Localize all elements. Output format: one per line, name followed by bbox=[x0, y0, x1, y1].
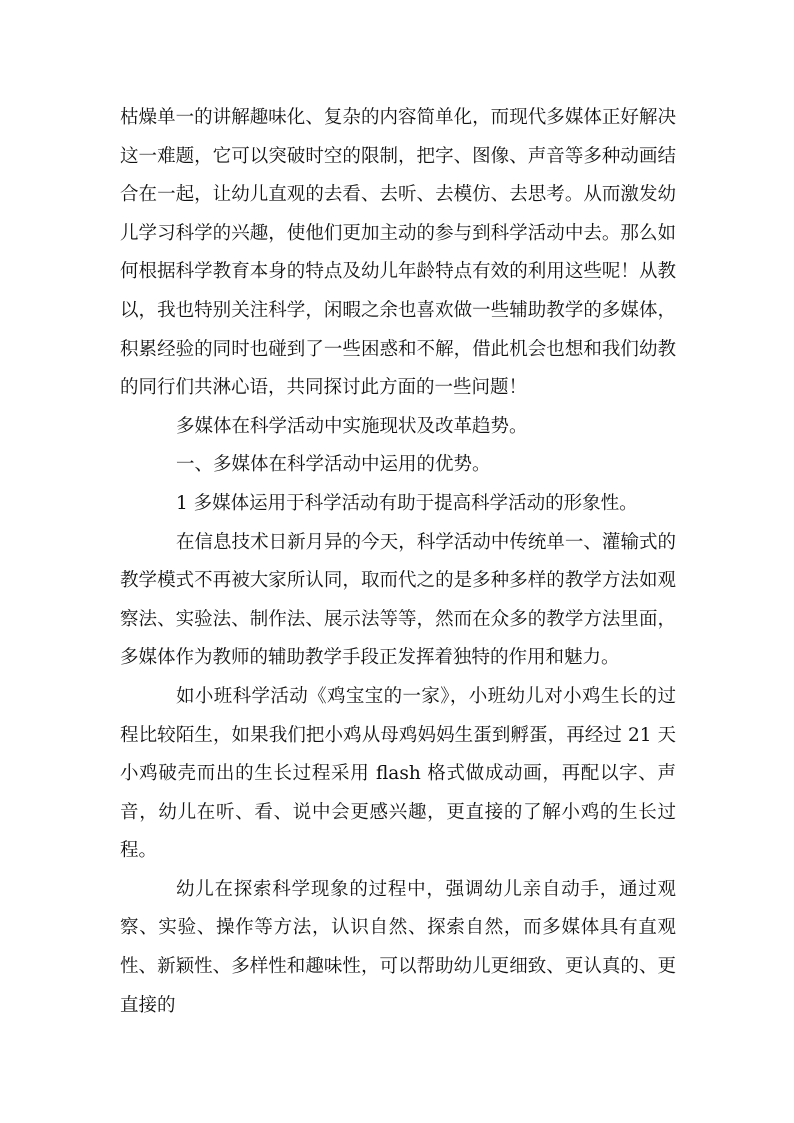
paragraph-section-heading: 一、多媒体在科学活动中运用的优势。 bbox=[176, 454, 491, 476]
paragraph-body: 幼儿在探索科学现象的过程中，强调幼儿亲自动手，通过观察、实验、操作等方法，认识自然、探索自然，而多媒体具有直观性、新颖性、多样性和趣味性，可以帮助幼儿更细致、更认真的、更直接的 bbox=[120, 878, 676, 1016]
paragraph-body: 在信息技术日新月异的今天，科学活动中传统单一、灌输式的教学模式不再被大家所认同，取而代之的是多种多样的教学方法如观察法、实验法、制作法、展示法等等，然而在众多的教学方法里面，多媒体作为教师的辅助教学手段正发挥着独特的作用和魅力。 bbox=[120, 531, 676, 669]
paragraph-heading-status: 多媒体在科学活动中实施现状及改革趋势。 bbox=[176, 415, 528, 437]
document-body bbox=[120, 99, 676, 1025]
paragraph-example: 如小班科学活动《鸡宝宝的一家》，小班幼儿对小鸡生长的过程比较陌生，如果我们把小鸡从母鸡妈妈生蛋到孵蛋，再经过 21 天小鸡破壳而出的生长过程采用 flash 格式做成动画，再配以字、声音，幼儿在听、看、说中会更感兴趣，更直接的了解小鸡的生长过程。 bbox=[120, 685, 676, 862]
paragraph-subheading: 1 多媒体运用于科学活动有助于提高科学活动的形象性。 bbox=[176, 492, 638, 514]
paragraph-continuation: 枯燥单一的讲解趣味化、复杂的内容简单化，而现代多媒体正好解决这一难题，它可以突破时空的限制，把字、图像、声音等多种动画结合在一起，让幼儿直观的去看、去听、去模仿、去思考。从而激发幼儿学习科学的兴趣，使他们更加主动的参与到科学活动中去。那么如何根据科学教育本身的特点及幼儿年龄特点有效的利用这些呢！从教以，我也特别关注科学，闲暇之余也喜欢做一些辅助教学的多媒体，积累经验的同时也碰到了一些困惑和不解，借此机会也想和我们幼教的同行们共淋心语，共同探讨此方面的一些问题！ bbox=[120, 107, 676, 399]
